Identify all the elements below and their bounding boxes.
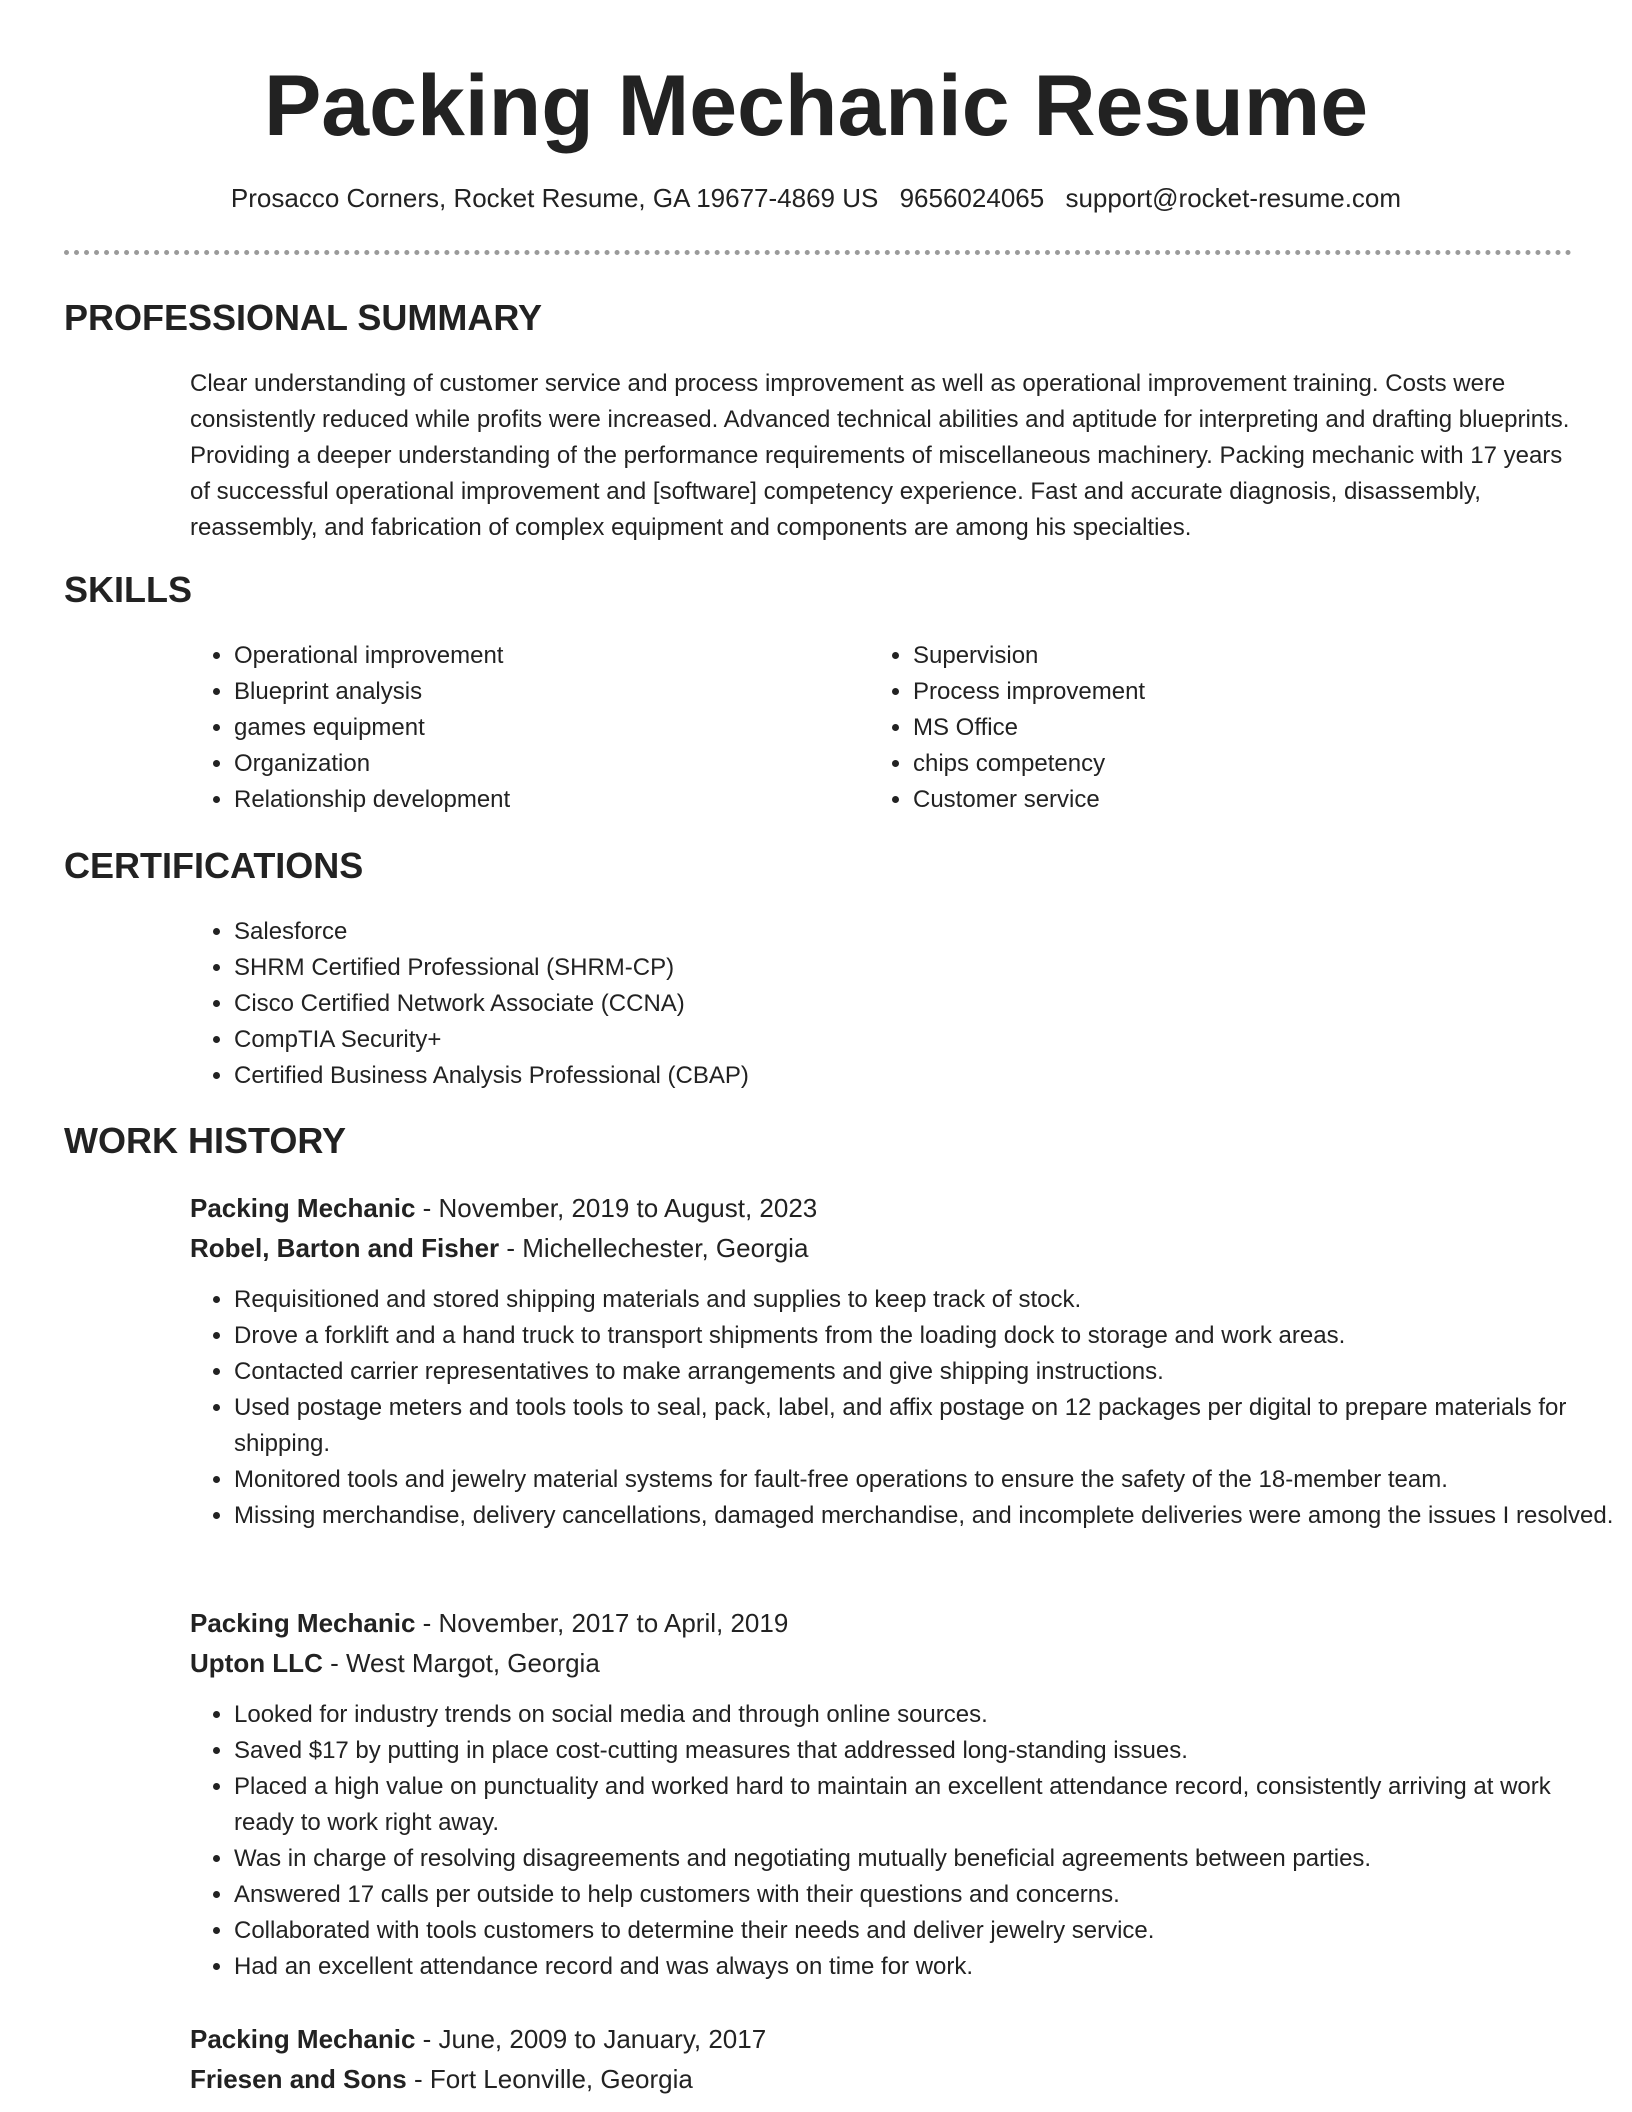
job-2-bullets: [190, 1697, 1614, 1985]
job-3-company: Friesen and Sons: [190, 2064, 407, 2094]
list-item: • Monitored tools and jewelry material systems for fault-free operations to ensure the safety of the 18-member team.: [234, 1462, 1614, 1498]
list-item: • Blueprint analysis: [234, 674, 854, 710]
job-1-company-line: [190, 1230, 808, 1266]
list-item: • Supervision: [913, 638, 1533, 674]
job-1-dates: - November, 2019 to August, 2023: [415, 1193, 818, 1223]
job-2-dates: - November, 2017 to April, 2019: [415, 1608, 789, 1638]
job-1-title: Packing Mechanic: [190, 1193, 416, 1223]
job-3-company-line: [190, 2061, 693, 2097]
list-item: • Relationship development: [234, 782, 854, 818]
list-item: • Answered 17 calls per outside to help customers with their questions and concerns.: [234, 1877, 1614, 1913]
job-1-location: - Michellechester, Georgia: [499, 1233, 809, 1263]
work-history-heading: WORK HISTORY: [64, 1120, 347, 1161]
list-item: • Looked for industry trends on social media and through online sources.: [234, 1697, 1614, 1733]
list-item: • Missing merchandise, delivery cancellations, damaged merchandise, and incomplete deliveries were among the issues I resolved.: [234, 1498, 1614, 1534]
job-3-title: Packing Mechanic: [190, 2024, 416, 2054]
list-item: • Process improvement: [913, 674, 1533, 710]
job-1-bullets: [190, 1282, 1614, 1534]
list-item: • Certified Business Analysis Professional (CBAP): [234, 1058, 1434, 1094]
list-item: • Saved $17 by putting in place cost-cutting measures that addressed long-standing issues.: [234, 1733, 1614, 1769]
job-2-company-line: [190, 1645, 600, 1681]
job-3-dates: - June, 2009 to January, 2017: [415, 2024, 767, 2054]
job-1-title-line: [190, 1190, 817, 1226]
skills-list-left: [190, 638, 854, 818]
list-item: • Organization: [234, 746, 854, 782]
header-divider: [64, 250, 1572, 255]
list-item: • chips competency: [913, 746, 1533, 782]
list-item: • SHRM Certified Professional (SHRM-CP): [234, 950, 1434, 986]
list-item: • Cisco Certified Network Associate (CCNA): [234, 986, 1434, 1022]
contact-line: [0, 180, 1632, 216]
list-item: • Was in charge of resolving disagreements and negotiating mutually beneficial agreements between parties.: [234, 1841, 1614, 1877]
job-3-title-line: [190, 2021, 766, 2057]
list-item: • Placed a high value on punctuality and worked hard to maintain an excellent attendance record, consistently arriving at work ready to work right away.: [234, 1769, 1614, 1841]
skills-list-right: [869, 638, 1533, 818]
job-3-location: - Fort Leonville, Georgia: [406, 2064, 693, 2094]
list-item: • Salesforce: [234, 914, 1434, 950]
summary-text: Clear understanding of customer service and process improvement as well as operational improvement training. Costs were consistently reduced while profits were increased. Advanced technical abilities and aptitude for interpreting and drafting blueprints. Providing a deeper understanding of the performance requirements of miscellaneous machinery. Packing mechanic with 17 years of successful operational improvement and [software] competency experience. Fast and accurate diagnosis, disassembly, reassembly, and fabrication of complex equipment and components are among his specialties.: [190, 370, 1570, 541]
list-item: • CompTIA Security+: [234, 1022, 1434, 1058]
summary-heading: PROFESSIONAL SUMMARY: [64, 297, 543, 338]
contact-email: support@rocket-resume.com: [1065, 183, 1402, 213]
skills-heading: SKILLS: [64, 569, 193, 610]
job-2-title: Packing Mechanic: [190, 1608, 416, 1638]
job-2-location: - West Margot, Georgia: [322, 1648, 600, 1678]
list-item: • MS Office: [913, 710, 1533, 746]
job-2-company: Upton LLC: [190, 1648, 323, 1678]
list-item: • Collaborated with tools customers to determine their needs and deliver jewelry service.: [234, 1913, 1614, 1949]
contact-address: Prosacco Corners, Rocket Resume, GA 19677-4869 US: [230, 183, 879, 213]
list-item: • Requisitioned and stored shipping materials and supplies to keep track of stock.: [234, 1282, 1614, 1318]
list-item: • Drove a forklift and a hand truck to transport shipments from the loading dock to storage and work areas.: [234, 1318, 1614, 1354]
resume-title: Packing Mechanic Resume: [263, 58, 1369, 154]
certifications-list: [190, 914, 1434, 1094]
list-item: • Contacted carrier representatives to make arrangements and give shipping instructions.: [234, 1354, 1614, 1390]
job-2-title-line: [190, 1605, 788, 1641]
list-item: • Had an excellent attendance record and was always on time for work.: [234, 1949, 1614, 1985]
list-item: • games equipment: [234, 710, 854, 746]
list-item: • Used postage meters and tools tools to seal, pack, label, and affix postage on 12 packages per digital to prepare materials for shipping.: [234, 1390, 1614, 1462]
list-item: • Customer service: [913, 782, 1533, 818]
certifications-heading: CERTIFICATIONS: [64, 845, 364, 886]
contact-phone: 9656024065: [899, 183, 1045, 213]
list-item: • Operational improvement: [234, 638, 854, 674]
job-1-company: Robel, Barton and Fisher: [190, 1233, 500, 1263]
